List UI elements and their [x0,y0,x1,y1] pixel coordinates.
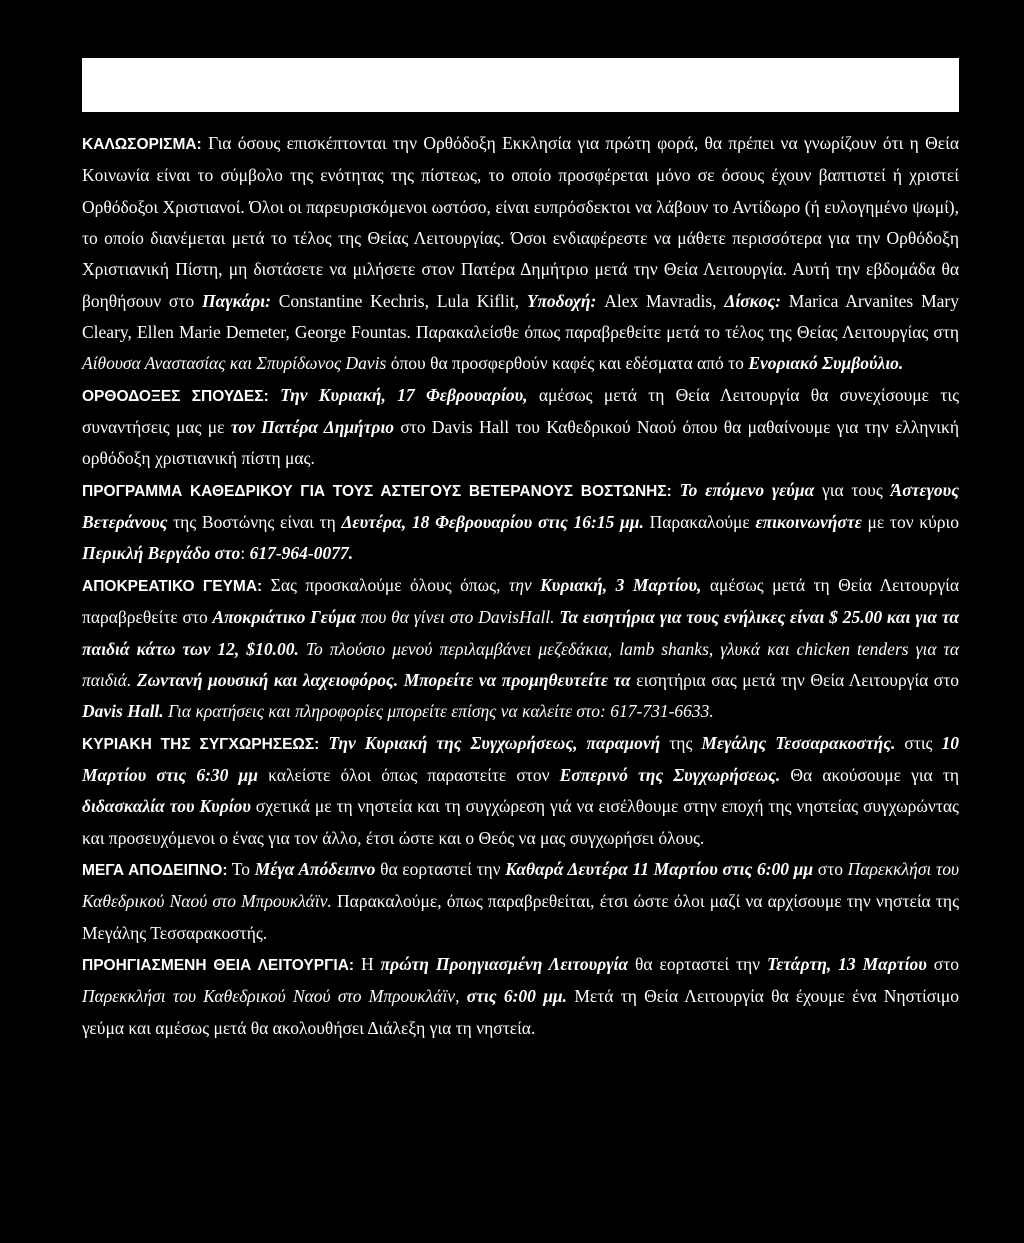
bold-italic-text: Τα εισητήρια για τους ενήλικες είναι $ 25.00 και για τα παιδιά κάτω των 12, $10.00. [82,607,960,659]
italic-text: που θα γίνει στο DavisHall. [360,607,555,628]
body-text: Constantine Kechris, Lula Kiflit, [270,290,527,311]
body-text [319,733,328,753]
bold-italic-text: Αποκριάτικο Γεύμα [212,607,356,628]
bold-italic-text: πρώτη Προηγιασμένη Λειτουργία [380,953,629,974]
body-text: στο [926,953,959,974]
body-text: στις [895,732,942,753]
bold-italic-text: Δίσκος: [724,290,781,311]
bold-italic-text: Καθαρά Δευτέρα 11 Μαρτίου στις 6:00 μμ [505,858,814,879]
paragraph-presanctified-liturgy [82,949,959,1044]
body-text: Alex Mavradis, [596,290,725,311]
bold-italic-text: Την Κυριακή, 17 Φεβρουαρίου, [280,384,528,405]
announcements [82,128,959,1044]
paragraph-welcome [82,128,959,380]
bold-italic-text: Περικλή Βεργάδο στο [82,543,241,564]
section-heading: ΠΡΟΓΡΑΜΜΑ ΚΑΘΕΔΡΙΚΟΥ ΓΙΑ ΤΟΥΣ ΑΣΤΕΓΟΥΣ ΒΕΤΕΡΑΝΟΥΣ ΒΟΣΤΩΝΗΣ: [82,482,672,500]
bold-italic-text: Μπορείτε να προμηθευτείτε τα [403,669,631,690]
body-text: Marica Arvanites Mary Cleary, Ellen Marie Demeter, George Fountas. Παρακαλείσθε όπως παραβρεθείτε μετά το τέλος της Θείας Λειτουργίας στη [82,290,959,343]
bold-italic-text: Το επόμενο γεύμα [679,479,815,500]
body-text: της Βοστώνης είναι τη [167,512,342,533]
italic-text: Για κρατήσεις και πληροφορίες μπορείτε επίσης να καλείτε στο: 617-731-6633. [168,701,714,722]
italic-text: Παρεκκλήσι του Καθεδρικού Ναού στο Μπρουκλάϊν. [82,858,959,912]
bold-italic-text: Δευτέρα, 18 Φεβρουαρίου στις 16:15 μμ. [341,512,644,533]
body-text [672,480,680,500]
body-text: στο Davis Hall του Καθεδρικού Ναού όπου θα μαθαίνουμε για την ελληνική ορθόδοξη χριστιανική πίστη μας. [82,417,959,469]
italic-text: Αίθουσα Αναστασίας και Σπυρίδωνος Davis [82,353,387,374]
bold-italic-text: Παγκάρι: [202,290,271,311]
body-text: όπου θα προσφερθούν καφές και εδέσματα από το [386,353,749,374]
body-text: της [660,732,702,753]
bold-italic-text: Άστεγους Βετεράνους [82,479,960,533]
body-text: Παρακαλούμε [643,512,756,533]
bold-italic-text: Τετάρτη, 13 Μαρτίου [767,953,927,974]
bold-italic-text: Υποδοχή: [526,290,597,311]
italic-text: Παρεκκλήσι του Καθεδρικού Ναού στο Μπρουκλάϊν, [82,986,460,1007]
bold-italic-text: Ζωντανή μουσική και λαχειοφόρος. [136,669,399,690]
body-text [459,986,466,1006]
body-text: εισητήρια σας μετά την Θεία Λειτουργία στο [630,669,960,690]
bold-italic-text: 10 Μαρτίου στις 6:30 μμ [82,732,959,785]
section-heading: ΚΑΛΩΣΟΡΙΣΜΑ: [82,136,202,153]
body-text: στο [813,858,848,879]
bold-italic-text: Ενοριακό Συμβούλιο. [748,353,904,374]
body-text: θα εορταστεί την [628,953,767,974]
bold-italic-text: στις 6:00 μμ. [466,986,568,1007]
body-text: καλείστε όλοι όπως παραστείτε στον [258,764,560,785]
section-heading: ΟΡΘΟΔΟΞΕΣ ΣΠΟΥΔΕΣ: [82,387,269,405]
section-heading: ΑΠΟΚΡΕΑΤΙΚΟ ΓΕΥΜΑ: [82,577,263,595]
body-text: Το [227,858,255,879]
body-text: σχετικά με τη νηστεία και τη συγχώρεση γιά να εισέλθουμε στην εποχή της νηστείας συγχωρώντας και προσευχόμενοι ο ένας για τον άλλο, έτσι ώστε και ο Θεός να μας συγχωρήσει όλους. [82,796,959,848]
body-text: αμέσως μετά τη Θεία Λειτουργία θα συνεχίσουμε τις συναντήσεις μας με [82,384,960,438]
body-text: : [240,543,250,564]
body-text: Σας προσκαλούμε όλους όπως, [262,574,509,595]
body-text: Για όσους επισκέπτονται την Ορθόδοξη Εκκλησία για πρώτη φορά, θα πρέπει να γνωρίζουν ότι η Θεία Κοινωνία είναι το σύμβολο της ενότητας της πίστεως, το οποίο προσφέρεται μόνο σε όσους έχουν βαπτιστεί ή χριστεί Ορθόδοξοι Χριστιανοί. Όλοι οι παρευρισκόμενοι ωστόσο, είναι ευπρόσδεκτοι να λάβουν το Αντίδωρο (ή ευλογημένο ψωμί), το οποίο διανέμεται μετά το τέλος της Θείας Λειτουργίας. Όσοι ενδιαφέρεστε να μάθετε περισσότερα για την Ορθόδοξη Χριστιανική Πίστη, μη διστάσετε να μιλήσετε στον Πατέρα Δημήτριο μετά την Θεία Λειτουργία. Αυτή την εβδομάδα θα βοηθήσουν στο [82,133,959,311]
body-text: αμέσως μετά τη Θεία Λειτουργία παραβρεθείτε στο [82,574,959,628]
body-text: Η [354,953,381,974]
bold-italic-text: 617-964-0077. [249,543,354,564]
header-bar [82,58,959,112]
paragraph-carnival-luncheon [82,570,959,728]
bold-italic-text: Davis Hall. [82,701,164,722]
bold-italic-text: διδασκαλία του Κυρίου [82,796,251,817]
paragraph-orthodox-studies [82,380,959,475]
body-text [269,385,280,405]
body-text: Θα ακούσουμε για τη [780,764,960,785]
section-heading: ΜΕΓΑ ΑΠΟΔΕΙΠΝΟ: [82,861,228,879]
bold-italic-text: Κυριακή, 3 Μαρτίου, [540,574,702,595]
body-text: θα εορταστεί την [375,858,506,879]
body-text [299,639,306,659]
body-text: με τον κύριο [861,512,959,533]
body-text: για τους [814,479,891,500]
body-text: Παρακαλούμε, όπως παραβρεθείται, έτσι ώστε όλοι μαζί να αρχίσουμε την νηστεία της Μεγάλης Τεσσαρακοστής. [82,891,959,943]
bold-italic-text: Μεγάλης Τεσσαρακοστής. [701,732,896,753]
bold-italic-text: Εσπερινό της Συγχωρήσεως. [559,764,781,785]
italic-text: την [508,574,541,595]
paragraph-homeless-veterans [82,475,959,570]
section-heading: ΚΥΡΙΑΚΗ ΤΗΣ ΣΥΓΧΩΡΗΣΕΩΣ: [82,735,320,753]
paragraph-great-compline [82,854,959,949]
body-text: Μετά τη Θεία Λειτουργία θα έχουμε ένα Νηστίσιμο γεύμα και αμέσως μετά θα ακολουθήσει Διάλεξη για τη νηστεία. [82,986,959,1038]
section-heading: ΠΡΟΗΓΙΑΣΜΕΝΗ ΘΕΙΑ ΛΕΙΤΟΥΡΓΙΑ: [82,956,355,974]
bold-italic-text: τον Πατέρα Δημήτριο [230,417,395,438]
bold-italic-text: Μέγα Απόδειπνο [254,858,376,879]
bold-italic-text: επικοινωνήστε [755,512,862,533]
paragraph-forgiveness-sunday [82,728,959,854]
italic-text: Το πλούσιο μενού περιλαμβάνει μεζεδάκια, lamb shanks, γλυκά και chicken tenders για τα παιδιά. [82,638,960,690]
bold-italic-text: Την Κυριακή της Συγχωρήσεως, παραμονή [328,732,661,753]
